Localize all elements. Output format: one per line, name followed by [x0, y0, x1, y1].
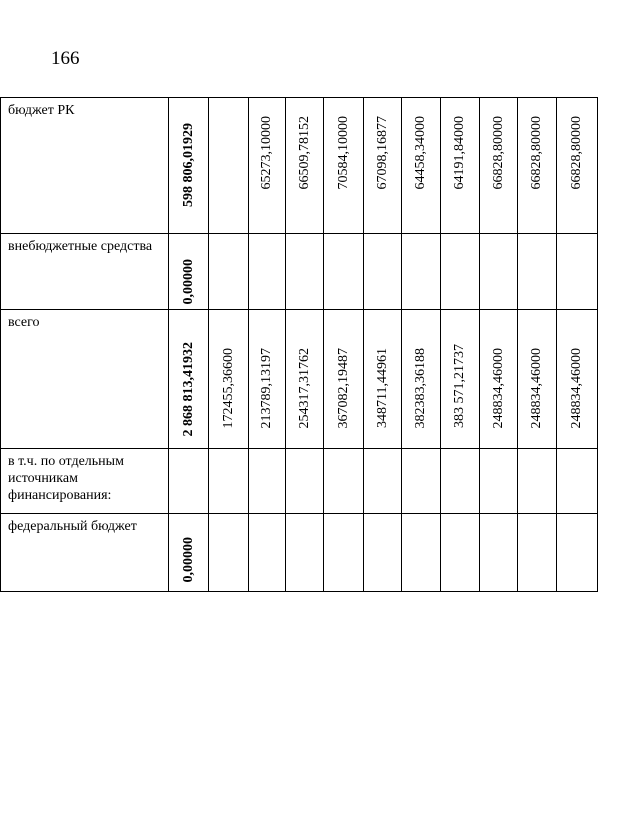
- year-value: 66828,80000: [490, 115, 506, 189]
- year-value: 70584,10000: [335, 115, 351, 189]
- year-value: 64458,34000: [413, 115, 428, 189]
- row-label: внебюджетные средства: [1, 234, 169, 310]
- year-value-cell: [518, 234, 557, 310]
- year-value-cell: [557, 98, 598, 234]
- year-value-cell: [364, 310, 402, 449]
- year-value-cell: [441, 449, 480, 514]
- year-value-cell: [402, 310, 441, 449]
- year-value: 64191,84000: [452, 115, 467, 189]
- table-row: [1, 514, 598, 592]
- year-value: 382383,36188: [413, 347, 428, 428]
- year-value-cell: [364, 98, 402, 234]
- year-value: 66828,80000: [569, 115, 584, 189]
- year-value-cell: [324, 234, 364, 310]
- year-value: 213789,13197: [259, 347, 274, 428]
- year-value-cell: [286, 310, 324, 449]
- year-value-cell: [324, 514, 364, 592]
- table-row: [1, 449, 598, 514]
- year-value-cell: [209, 234, 249, 310]
- year-value-cell: [557, 514, 598, 592]
- year-value: 383 571,21737: [452, 344, 467, 428]
- year-value-cell: [402, 234, 441, 310]
- year-value: 248834,46000: [529, 347, 544, 428]
- page-number: 166: [51, 48, 80, 69]
- row-total-value: 2 868 813,41932: [180, 341, 196, 436]
- year-value-cell: [557, 449, 598, 514]
- year-value-cell: [364, 514, 402, 592]
- year-value-cell: [441, 310, 480, 449]
- row-label: в т.ч. по отдельным источникам финансирования:: [1, 449, 169, 514]
- year-value-cell: [364, 234, 402, 310]
- year-value-cell: [364, 449, 402, 514]
- row-label: федеральный бюджет: [1, 514, 169, 592]
- year-value: 367082,19487: [335, 347, 351, 428]
- row-total-value: 0,00000: [180, 536, 196, 582]
- year-value-cell: [402, 98, 441, 234]
- year-value-cell: [402, 449, 441, 514]
- year-value-cell: [286, 449, 324, 514]
- year-value-cell: [209, 310, 249, 449]
- year-value-cell: [480, 234, 518, 310]
- year-value: 67098,16877: [374, 115, 390, 189]
- row-total-cell: [169, 514, 209, 592]
- year-value-cell: [209, 449, 249, 514]
- row-label: всего: [1, 310, 169, 449]
- table-row: [1, 234, 598, 310]
- year-value-cell: [286, 98, 324, 234]
- row-total-cell: [169, 310, 209, 449]
- row-total-cell: [169, 449, 209, 514]
- table-row: [1, 98, 598, 234]
- year-value: 65273,10000: [259, 115, 274, 189]
- year-value: 66509,78152: [296, 115, 312, 189]
- row-label: бюджет РК: [1, 98, 169, 234]
- year-value: 66828,80000: [529, 115, 544, 189]
- year-value: 172455,36600: [220, 347, 236, 428]
- year-value-cell: [249, 234, 286, 310]
- year-value-cell: [480, 514, 518, 592]
- row-total-cell: [169, 234, 209, 310]
- year-value-cell: [209, 98, 249, 234]
- year-value-cell: [249, 98, 286, 234]
- year-value-cell: [480, 449, 518, 514]
- year-value-cell: [324, 310, 364, 449]
- year-value-cell: [441, 98, 480, 234]
- financing-table: [0, 97, 598, 592]
- year-value-cell: [249, 514, 286, 592]
- year-value-cell: [209, 514, 249, 592]
- year-value: 248834,46000: [569, 347, 584, 428]
- year-value-cell: [286, 234, 324, 310]
- year-value: 248834,46000: [490, 347, 506, 428]
- year-value: 254317,31762: [296, 347, 312, 428]
- year-value-cell: [402, 514, 441, 592]
- year-value-cell: [480, 98, 518, 234]
- row-total-value: 598 806,01929: [180, 123, 196, 207]
- year-value-cell: [249, 310, 286, 449]
- year-value-cell: [518, 449, 557, 514]
- year-value-cell: [286, 514, 324, 592]
- year-value-cell: [518, 514, 557, 592]
- year-value-cell: [480, 310, 518, 449]
- year-value-cell: [518, 98, 557, 234]
- table-row: [1, 310, 598, 449]
- year-value-cell: [518, 310, 557, 449]
- year-value-cell: [441, 234, 480, 310]
- year-value-cell: [557, 310, 598, 449]
- year-value: 348711,44961: [374, 348, 390, 428]
- year-value-cell: [249, 449, 286, 514]
- year-value-cell: [557, 234, 598, 310]
- year-value-cell: [324, 449, 364, 514]
- year-value-cell: [441, 514, 480, 592]
- row-total-value: 0,00000: [180, 258, 196, 304]
- year-value-cell: [324, 98, 364, 234]
- row-total-cell: [169, 98, 209, 234]
